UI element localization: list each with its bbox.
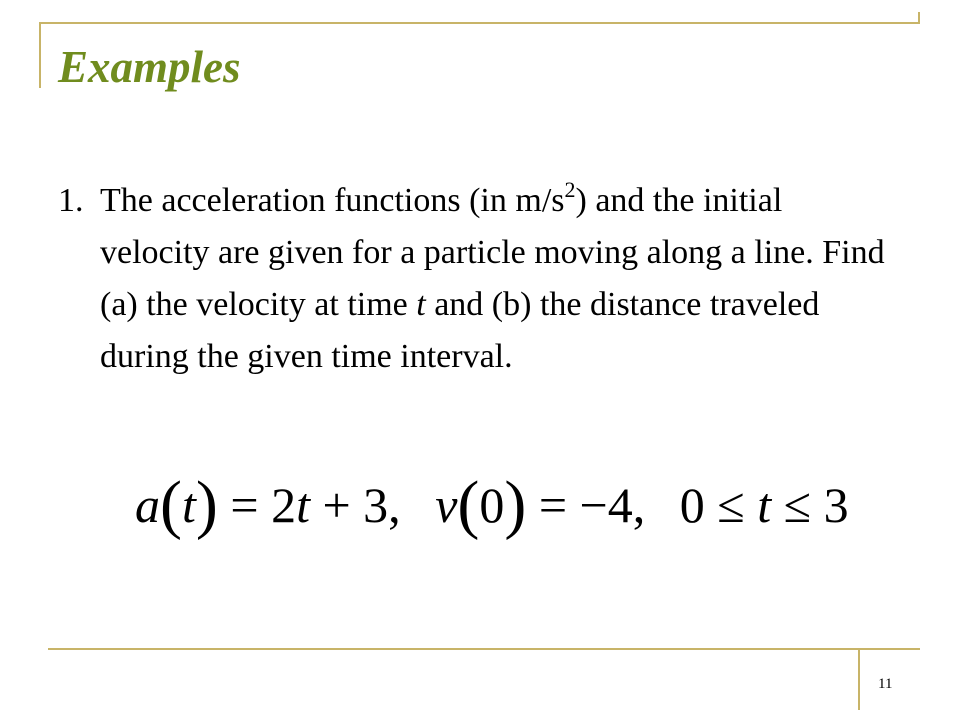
- formula-paren-open: (: [160, 468, 182, 541]
- formula-paren-close-2: ): [504, 468, 527, 541]
- top-right-tick: [918, 12, 920, 24]
- formula-paren-open-2: (: [457, 468, 480, 541]
- problem-statement: [58, 175, 898, 383]
- formula-a-func: a: [135, 477, 160, 533]
- problem-text: [100, 175, 898, 383]
- slide-title: Examples: [58, 42, 241, 92]
- formula-v-arg: 0: [479, 477, 505, 533]
- problem-text-part3: and (b) the distance traveled during the given time interval.: [100, 286, 820, 375]
- formula-equals: =: [230, 477, 259, 533]
- formula: [135, 470, 849, 540]
- formula-a-const: + 3,: [322, 477, 401, 533]
- formula-ineq-lower: 0 ≤: [679, 477, 745, 533]
- bottom-right-tick: [858, 648, 860, 710]
- problem-text-part2: ) and the initial velocity are given for a particle moving along a line. Find (a) the velocity at time: [100, 182, 885, 323]
- left-divider: [39, 22, 41, 88]
- formula-a-arg: t: [181, 477, 196, 533]
- formula-v-rhs: = −4,: [538, 477, 646, 533]
- formula-ineq-upper: ≤ 3: [783, 477, 849, 533]
- formula-paren-close: ): [195, 468, 218, 541]
- bottom-divider: [48, 648, 920, 650]
- top-divider: [40, 22, 920, 24]
- page-number: 11: [878, 676, 893, 692]
- problem-number: 1.: [58, 182, 84, 219]
- problem-text-variable: t: [416, 286, 426, 323]
- formula-v-func: v: [435, 477, 458, 533]
- formula-a-var: t: [296, 477, 310, 533]
- problem-text-part1: The acceleration functions (in m/s: [100, 182, 565, 219]
- formula-ineq-var: t: [757, 477, 772, 533]
- problem-text-superscript: 2: [564, 177, 576, 202]
- formula-a-coef: 2: [271, 477, 297, 533]
